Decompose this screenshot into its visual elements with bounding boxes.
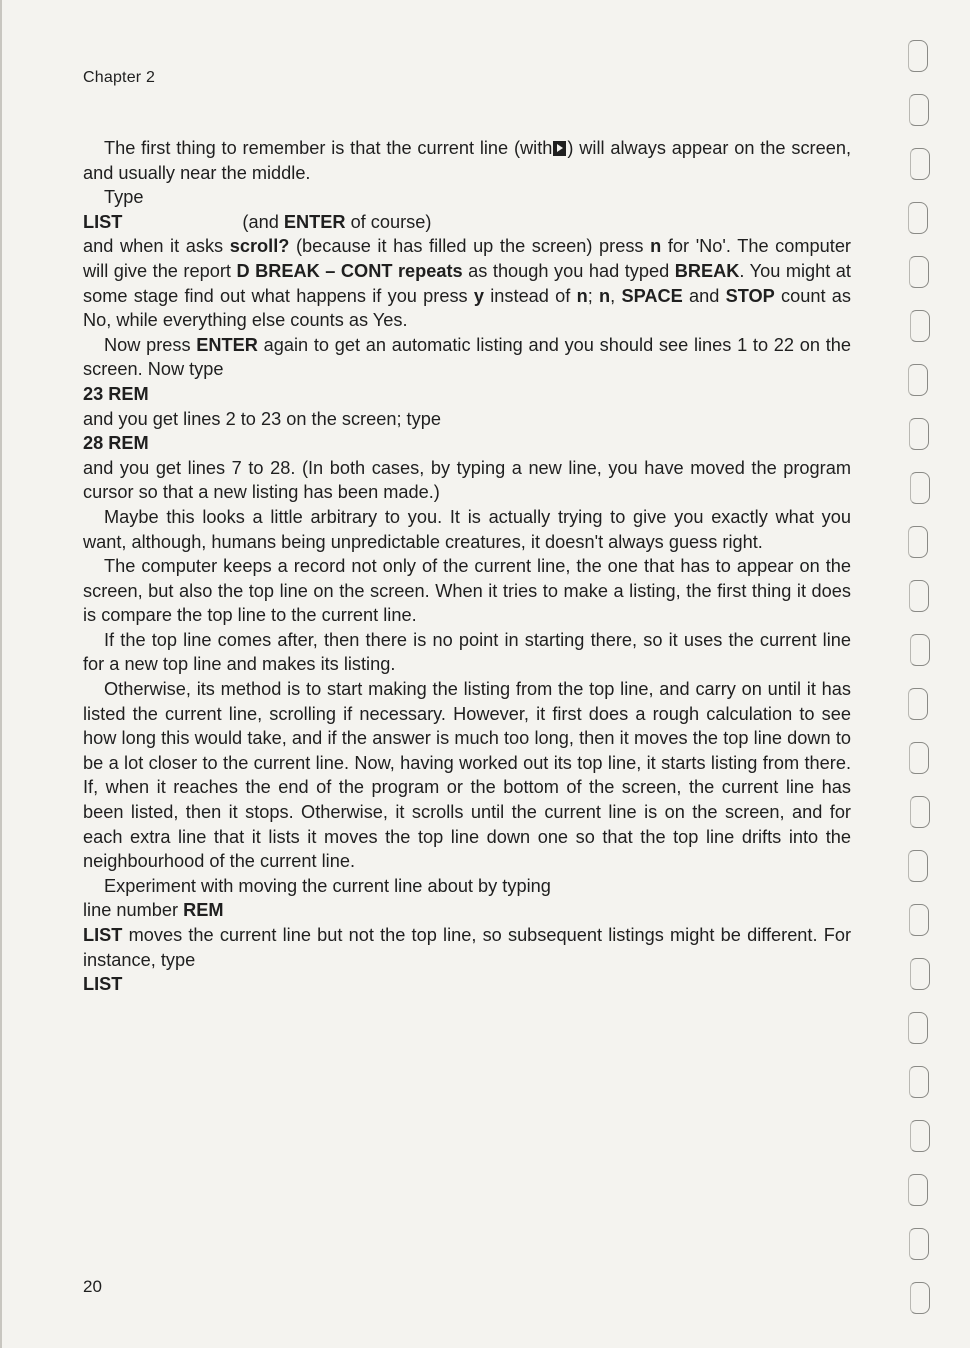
program-cursor-icon [553,141,566,156]
binding-ring [910,1282,930,1314]
command-line: LIST [83,974,123,995]
binding-ring [908,688,928,720]
page-edge [0,0,2,1348]
paragraph: Type [104,187,144,208]
binding-ring [909,418,929,450]
binding-ring [908,1174,928,1206]
binding-ring [909,904,929,936]
binding-ring [910,634,930,666]
binding-ring [908,40,928,72]
page-body [83,136,851,997]
binding-ring [910,796,930,828]
binding-ring [909,256,929,288]
paragraph: The first thing to remember is that the current line (with ) will always appear on the screen, and usually near the middle. [83,138,852,183]
binding-ring [909,1066,929,1098]
page-number: 20 [83,1277,102,1296]
binding-ring [910,310,930,342]
paragraph: Experiment with moving the current line about by typing [104,875,551,896]
spiral-binding [900,40,950,1340]
binding-ring [909,1228,929,1260]
paragraph: Maybe this looks a little arbitrary to you. It is actually trying to give you exactly what you want, although, humans being unpredictable creatures, it doesn't always guess right. [83,506,851,552]
command-line: line number REM [83,900,224,921]
binding-ring [910,472,930,504]
binding-ring [910,958,930,990]
paragraph: If the top line comes after, then there is no point in starting there, so it uses the current line for a new top line and makes its listing. [83,629,851,675]
binding-ring [909,580,929,612]
paragraph: Otherwise, its method is to start making the listing from the top line, and carry on until it has listed the current line, scrolling if necessary. However, it first does a rough calculation to see how long this would take, and if the answer is much too long, then it moves the top line down to be a lot closer to the current line. Now, having worked out its top line, it starts listing from there. If, when it reaches the end of the program or the bottom of the screen, the current line has been listed, then it stops. Otherwise, it scrolls until the current line is on the screen, and for each extra line that it lists it moves the top line down one so that the top line drifts into the neighbourhood of the current line. [83,679,851,872]
command-line: 23 REM [83,383,149,404]
binding-ring [908,1012,928,1044]
paragraph: and you get lines 7 to 28. (In both cases, by typing a new line, you have moved the program cursor so that a new listing has been made.) [83,457,851,503]
binding-ring [909,94,929,126]
binding-ring [910,1120,930,1152]
paragraph: and when it asks scroll? (because it has filled up the screen) press n for 'No'. The computer will give the report D BREAK – CONT repeats as though you had typed BREAK. You might at some stage find out what happens if you press y instead of n; n, SPACE and STOP count as No, while everything else counts as Yes. [83,236,852,331]
binding-ring [908,364,928,396]
chapter-header: Chapter 2 [83,69,156,86]
binding-ring [908,850,928,882]
binding-ring [910,148,930,180]
command-line: 28 REM [83,433,149,454]
paragraph: and you get lines 2 to 23 on the screen; type [83,408,441,429]
paragraph: The computer keeps a record not only of the current line, the one that has to appear on the screen, but also the top line on the screen. When it tries to make a listing, the first thing it does is compare the top line to the current line. [83,556,851,626]
binding-ring [908,526,928,558]
paragraph: LIST moves the current line but not the top line, so subsequent listings might be different. For instance, type [83,925,851,970]
binding-ring [908,202,928,234]
command-line: LIST (and ENTER of course) [83,211,432,232]
binding-ring [909,742,929,774]
paragraph: Now press ENTER again to get an automatic listing and you should see lines 1 to 22 on the screen. Now type [83,334,851,380]
